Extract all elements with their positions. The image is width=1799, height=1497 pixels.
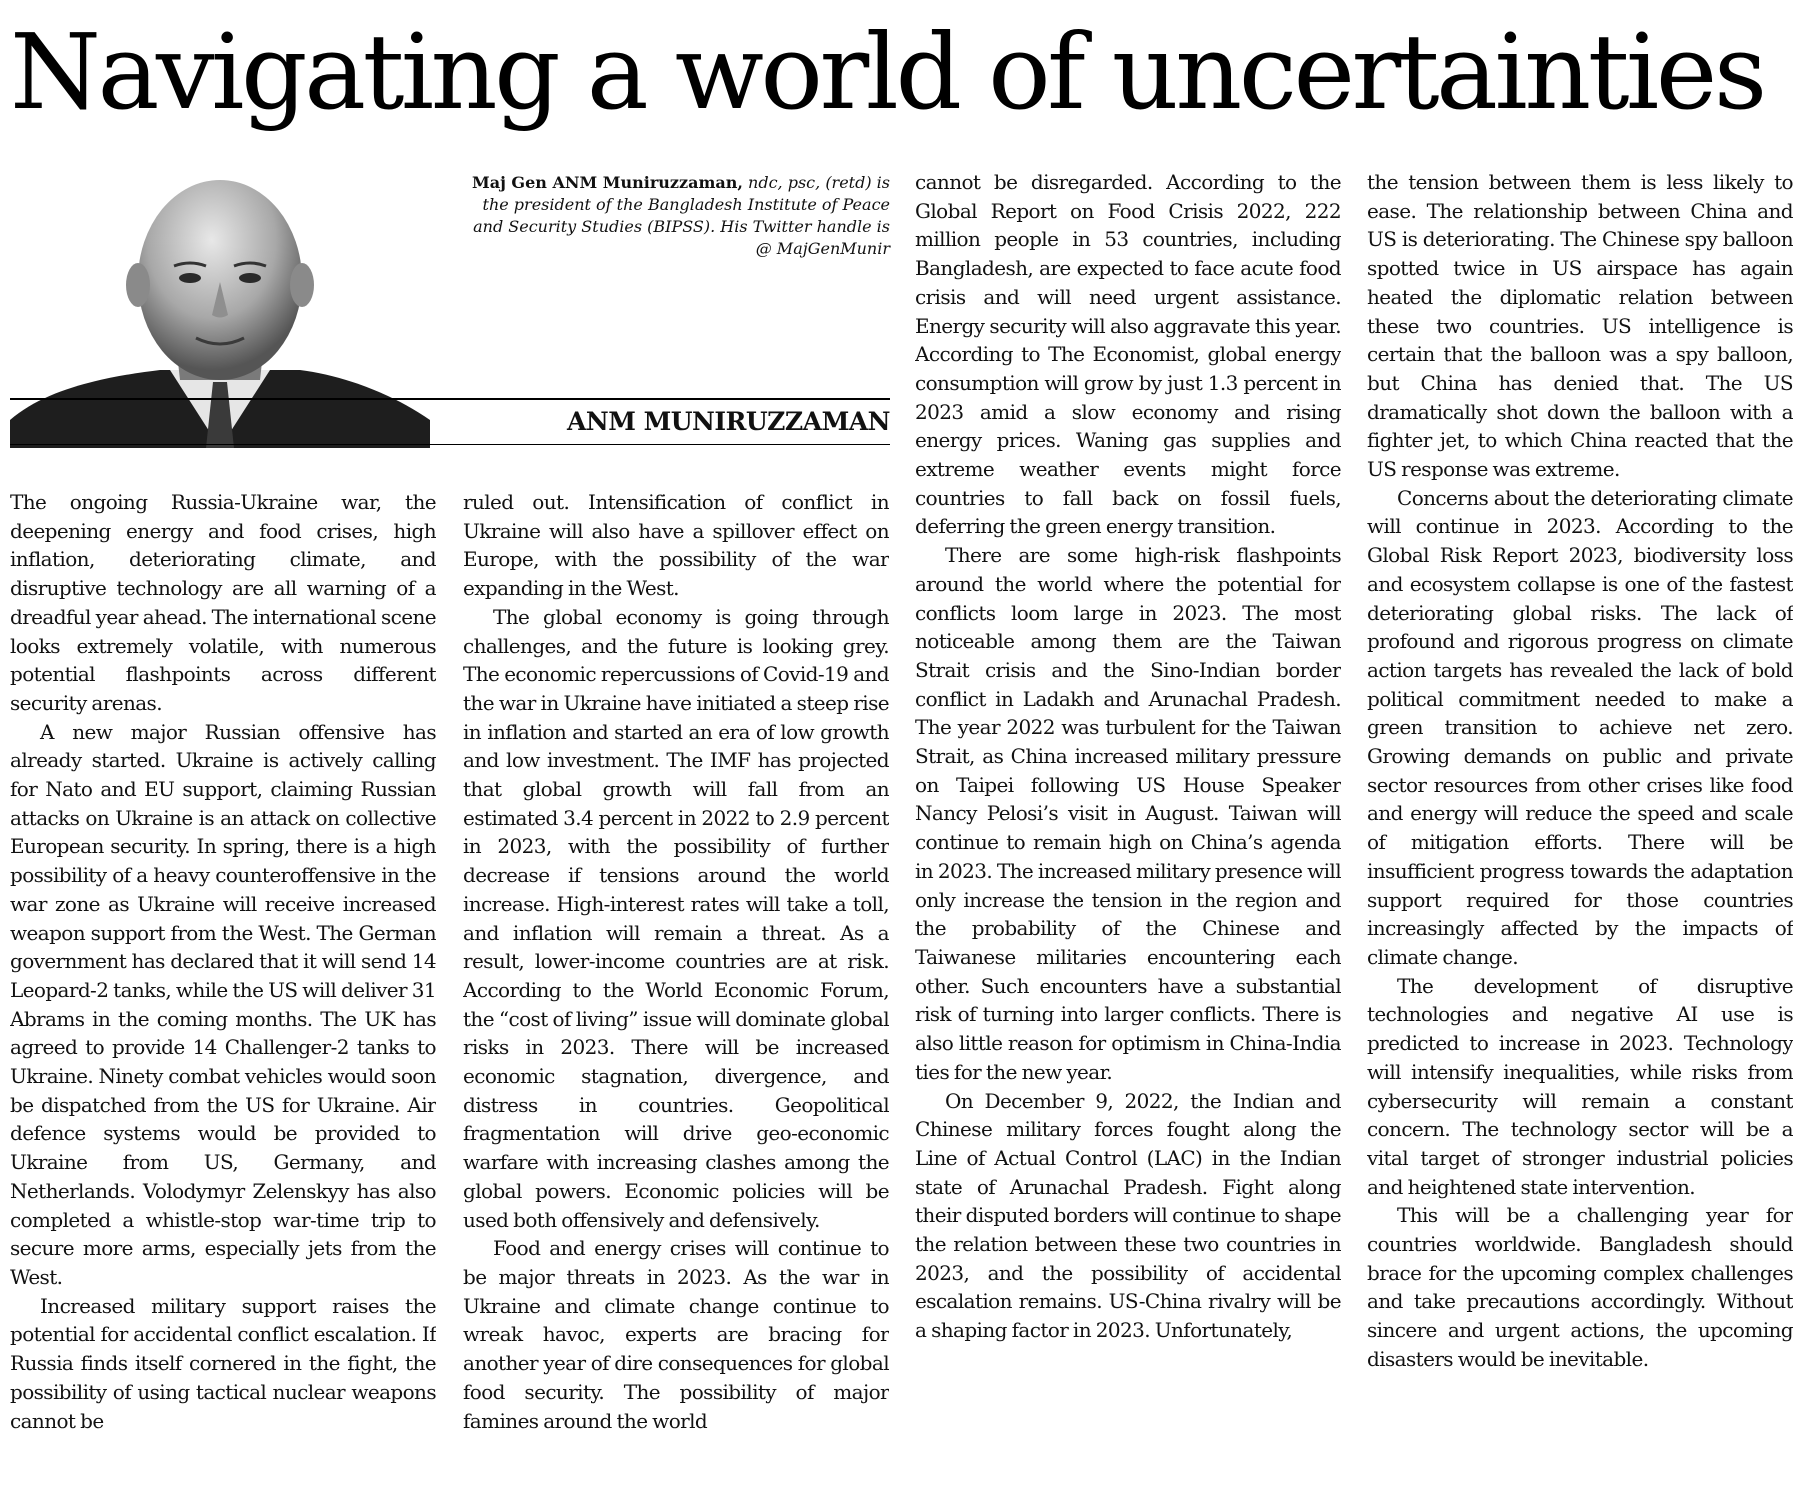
byline: ANM MUNIRUZZAMAN xyxy=(566,407,890,436)
byline-rule xyxy=(10,398,890,400)
author-bio-name: Maj Gen ANM Muniruzzaman, xyxy=(471,173,743,192)
paragraph: The development of disruptive technologies and negative AI use is predicted to increase in 2023. Technology will intensify inequalities, while risks from cybersecurity will remain a constant concern. The technology sector will be a vital target of stronger industrial policies and heightened state intervention. xyxy=(1367,973,1793,1199)
author-bio xyxy=(470,172,890,260)
paragraph: Food and energy crises will continue to be major threats in 2023. As the war in Ukraine and climate change continue to wreak havoc, experts are bracing for another year of dire consequences for global food security. The possibility of major famines around the world xyxy=(463,1236,889,1433)
paragraph: The ongoing Russia-Ukraine war, the deepening energy and food crises, high inflation, deteriorating climate, and disruptive technology are all warning of a dreadful year ahead. The international scene looks extremely volatile, with numerous potential flashpoints across different security arenas. xyxy=(10,490,436,715)
author-bio-text: ndc, psc, (retd) is the president of the Bangladesh Institute of Peace and Security Studies (BIPSS). His Twitter handle is @ MajGenMunir xyxy=(473,173,890,258)
paragraph: The global economy is going through challenges, and the future is looking grey. The economic repercussions of Covid-19 and the war in Ukraine have initiated a steep rise in inflation and started an era of low growth and low investment. The IMF has projected that global growth will fall from an estimated 3.4 percent in 2022 to 2.9 percent in 2023, with the possibility of further decrease if tensions around the world increase. High-interest rates will take a toll, and inflation will remain a threat. As a result, lower-income countries are at risk. According to the World Economic Forum, the “cost of living” issue will dominate global risks in 2023. There will be increased economic stagnation, divergence, and distress in countries. Geopolitical fragmentation will drive geo-economic warfare with increasing clashes among the global powers. Economic policies will be used both offensively and defensively. xyxy=(463,604,889,1232)
paragraph: the tension between them is less likely to ease. The relationship between China and US is deteriorating. The Chinese spy balloon spotted twice in US airspace has again heated the diplomatic relation between these two countries. US intelligence is certain that the balloon was a spy balloon, but China has denied that. The US dramatically shot down the balloon with a fighter jet, to which China reacted that the US response was extreme. xyxy=(1367,170,1793,482)
paragraph: cannot be disregarded. According to the Global Report on Food Crisis 2022, 222 million people in 53 countries, including Bangladesh, are expected to face acute food crisis and will need urgent assistance. Energy security will also aggravate this year. According to The Economist, global energy consumption will grow by just 1.3 percent in 2023 amid a slow economy and rising energy prices. Waning gas supplies and extreme weather events might force countries to fall back on fossil fuels, deferring the green energy transition. xyxy=(915,170,1341,539)
article-column-2 xyxy=(463,488,889,1488)
paragraph: On December 9, 2022, the Indian and Chinese military forces fought along the Line of Actual Control (LAC) in the Indian state of Arunachal Pradesh. Fight along their disputed borders will continue to shape the relation between these two countries in 2023, and the possibility of accidental escalation remains. US-China rivalry will be a shaping factor in 2023. Unfortunately, xyxy=(915,1088,1341,1343)
headline: Navigating a world of uncertainties xyxy=(10,11,1764,133)
paragraph: ruled out. Intensification of conflict in Ukraine will also have a spillover effect on Europe, with the possibility of the war expanding in the West. xyxy=(463,490,889,601)
article-column-4 xyxy=(1367,168,1793,1488)
article-column-3 xyxy=(915,168,1341,1488)
paragraph: A new major Russian offensive has already started. Ukraine is actively calling for Nato and EU support, claiming Russian attacks on Ukraine is an attack on collective European security. In spring, there is a high possibility of a heavy counteroffensive in the war zone as Ukraine will receive increased weapon support from the West. The German government has declared that it will send 14 Leopard-2 tanks, while the US will deliver 31 Abrams in the coming months. The UK has agreed to provide 14 Challenger-2 tanks to Ukraine. Ninety combat vehicles would soon be dispatched from the US for Ukraine. Air defence systems would be provided to Ukraine from US, Germany, and Netherlands. Volodymyr Zelenskyy has also completed a whistle-stop war-time trip to secure more arms, especially jets from the West. xyxy=(10,719,436,1289)
paragraph: There are some high-risk flashpoints around the world where the potential for conflicts loom large in 2023. The most noticeable among them are the Taiwan Strait crisis and the Sino-Indian border conflict in Ladakh and Arunachal Pradesh. The year 2022 was turbulent for the Taiwan Strait, as China increased military pressure on Taipei following US House Speaker Nancy Pelosi’s visit in August. Taiwan will continue to remain high on China’s agenda in 2023. The increased military presence will only increase the tension in the region and the probability of the Chinese and Taiwanese militaries encountering each other. Such encounters have a substantial risk of turning into larger conflicts. There is also little reason for optimism in China-India ties for the new year. xyxy=(915,543,1341,1084)
author-photo xyxy=(10,170,430,448)
paragraph: Concerns about the deteriorating climate will continue in 2023. According to the Global Risk Report 2023, biodiversity loss and ecosystem collapse is one of the fastest deteriorating global risks. The lack of profound and rigorous progress on climate action targets has revealed the lack of bold political commitment needed to make a green transition to achieve net zero. Growing demands on public and private sector resources from other crises like food and energy will reduce the speed and scale of mitigation efforts. There will be insufficient progress towards the adaptation support required for those countries increasingly affected by the impacts of climate change. xyxy=(1367,485,1793,969)
article-column-1 xyxy=(10,488,436,1488)
paragraph: This will be a challenging year for countries worldwide. Bangladesh should brace for the upcoming complex challenges and take precautions accordingly. Without sincere and urgent actions, the upcoming disasters would be inevitable. xyxy=(1367,1203,1793,1371)
byline-divider xyxy=(10,444,890,445)
paragraph: Increased military support raises the potential for accidental conflict escalation. If Russia finds itself cornered in the fight, the possibility of using tactical nuclear weapons cannot be xyxy=(10,1293,436,1433)
